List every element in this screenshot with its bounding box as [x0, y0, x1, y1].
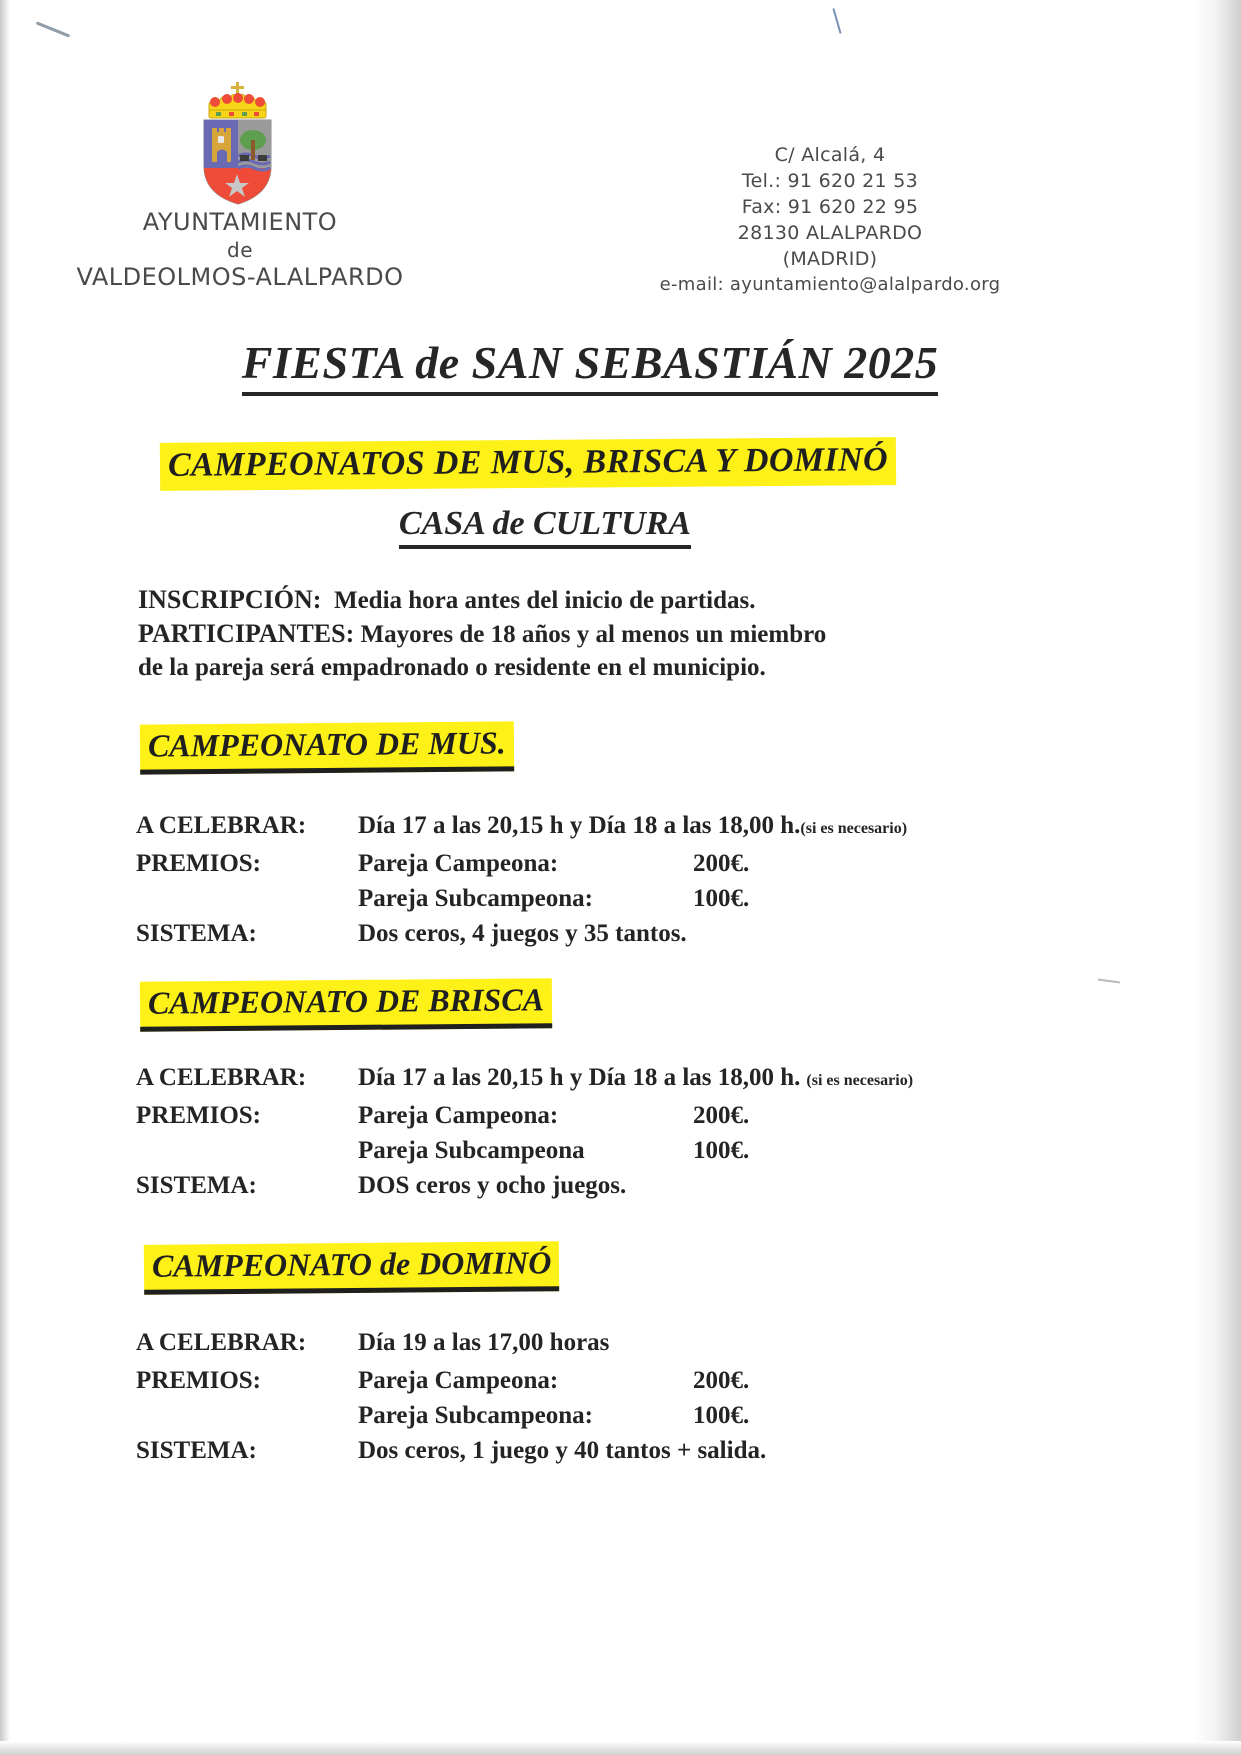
- scan-edge-bottom: [0, 1741, 1241, 1755]
- inscripcion-value: Media hora antes del inicio de partidas.: [333, 587, 756, 614]
- premio-1-name: Pareja Campeona:: [358, 850, 559, 877]
- scan-edge-left: [0, 0, 10, 1755]
- celebrar-value: Día 17 a las 20,15 h y Día 18 a las 18,00 h.: [358, 1064, 801, 1091]
- sistema-label: SISTEMA:: [136, 1437, 257, 1464]
- row-celebrar: [136, 1060, 1056, 1098]
- venue-title: [0, 505, 1090, 543]
- premios-label: PREMIOS:: [136, 1367, 261, 1394]
- celebrar-label: A CELEBRAR:: [136, 1064, 307, 1091]
- scan-edge-right: [1195, 0, 1241, 1755]
- premios-label: PREMIOS:: [136, 1102, 261, 1129]
- row-premio-2: [136, 1133, 1056, 1168]
- sistema-label: SISTEMA:: [136, 920, 257, 947]
- page-title: [0, 336, 1180, 389]
- sistema-value: Dos ceros, 1 juego y 40 tantos + salida.: [358, 1437, 767, 1464]
- premio-2-value: 100€.: [693, 1137, 750, 1164]
- row-premio-2: [136, 881, 1056, 916]
- sistema-label: SISTEMA:: [136, 1172, 257, 1199]
- section-body-brisca: [136, 1060, 1056, 1203]
- premio-1-name: Pareja Campeona:: [358, 1102, 559, 1129]
- celebrar-value-wrap: [358, 808, 1056, 846]
- participantes-value: Mayores de 18 años y al menos un miembro: [360, 621, 827, 648]
- row-premio-1: [136, 1098, 1056, 1133]
- premios-label: PREMIOS:: [136, 850, 261, 877]
- premio-1-value: 200€.: [693, 1102, 750, 1129]
- venue-title-text: CASA de CULTURA: [399, 505, 691, 549]
- row-premio-1: [136, 846, 1056, 881]
- premio-1-value: 200€.: [693, 850, 750, 877]
- contact-block: [640, 142, 1020, 298]
- row-celebrar: [136, 808, 1056, 846]
- celebrar-value: Día 17 a las 20,15 h y Día 18 a las 18,00 h.: [358, 812, 801, 839]
- row-premio-1: [136, 1363, 1056, 1398]
- contact-email: e-mail: ayuntamiento@alalpardo.org: [659, 274, 1001, 295]
- celebrar-value: Día 19 a las 17,00 horas: [358, 1329, 610, 1356]
- participantes-line2: de la pareja será empadronado o residente en el municipio.: [138, 654, 766, 681]
- page-title-text: FIESTA de SAN SEBASTIÁN 2025: [242, 337, 939, 396]
- participantes-line: [138, 617, 1043, 651]
- premio-2-name: Pareja Subcampeona:: [358, 1402, 593, 1429]
- organization-name: [60, 208, 420, 292]
- sistema-value: DOS ceros y ocho juegos.: [358, 1172, 627, 1199]
- celebrar-label: A CELEBRAR:: [136, 1329, 307, 1356]
- section-body-mus: [136, 808, 1056, 951]
- org-line-municipality: VALDEOLMOS-ALALPARDO: [76, 263, 404, 291]
- contact-tel: Tel.: 91 620 21 53: [741, 170, 919, 192]
- row-premio-2: [136, 1398, 1056, 1433]
- sistema-value: Dos ceros, 4 juegos y 35 tantos.: [358, 920, 687, 947]
- premio-2-value: 100€.: [693, 885, 750, 912]
- inscripcion-label: INSCRIPCIÓN:: [138, 585, 322, 614]
- participantes-label: PARTICIPANTES:: [138, 619, 355, 648]
- contact-fax: Fax: 91 620 22 95: [741, 196, 919, 218]
- scan-artifact-mark: [832, 8, 841, 34]
- premio-2-name: Pareja Subcampeona: [358, 1137, 585, 1164]
- row-sistema: [136, 916, 1056, 951]
- celebrar-label: A CELEBRAR:: [136, 812, 307, 839]
- celebrar-value-wrap: [358, 1325, 1056, 1363]
- scan-artifact-mark: [1098, 978, 1120, 983]
- section-heading-domino: CAMPEONATO de DOMINÓ: [144, 1241, 560, 1295]
- contact-street: C/ Alcalá, 4: [774, 144, 886, 166]
- org-line-ayuntamiento: AYUNTAMIENTO: [142, 208, 338, 236]
- subtitle-highlight: CAMPEONATOS DE MUS, BRISCA Y DOMINÓ: [160, 437, 896, 491]
- coat-of-arms-icon: [183, 78, 293, 206]
- premio-1-value: 200€.: [693, 1367, 750, 1394]
- row-sistema: [136, 1168, 1056, 1203]
- celebrar-note: (si es necesario): [806, 1072, 914, 1089]
- section-heading-brisca: CAMPEONATO DE BRISCA: [140, 978, 552, 1032]
- org-line-de: de: [227, 238, 253, 262]
- row-sistema: [136, 1433, 1056, 1468]
- celebrar-value-wrap: [358, 1060, 1056, 1098]
- premio-1-name: Pareja Campeona:: [358, 1367, 559, 1394]
- contact-postal: 28130 ALALPARDO: [737, 222, 923, 244]
- premio-2-value: 100€.: [693, 1402, 750, 1429]
- premio-2-name: Pareja Subcampeona:: [358, 885, 593, 912]
- inscripcion-line: [138, 583, 1043, 617]
- section-heading-mus: CAMPEONATO DE MUS.: [140, 721, 514, 774]
- contact-province: (MADRID): [782, 248, 878, 270]
- scan-artifact-mark: [36, 21, 71, 37]
- intro-block: [138, 583, 1043, 684]
- celebrar-note: (si es necesario): [800, 820, 908, 837]
- section-body-domino: [136, 1325, 1056, 1468]
- row-celebrar: [136, 1325, 1056, 1363]
